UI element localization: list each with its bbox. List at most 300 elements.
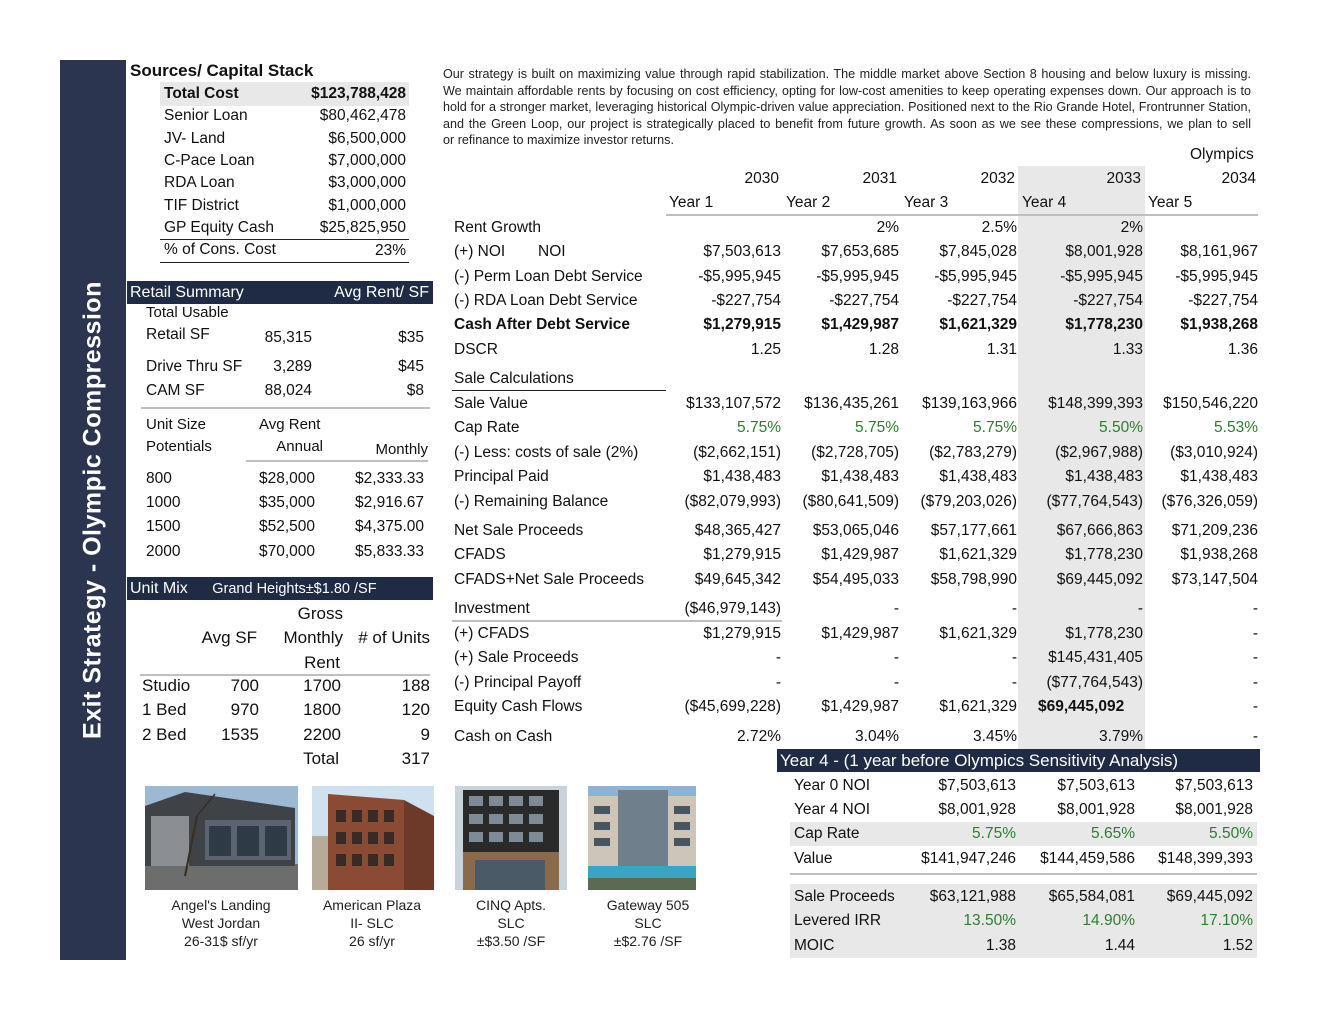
sensitivity-row	[794, 935, 1256, 957]
unit-size-size: 2000	[146, 543, 181, 560]
retail-row	[146, 356, 424, 378]
unit-mix-h-rent: Rent	[304, 653, 340, 672]
sensitivity-label: MOIC	[794, 937, 835, 954]
table-cell: $1,429,987	[821, 625, 899, 642]
table-row-label: Principal Paid	[454, 468, 549, 485]
sources-row-value: $1,000,000	[328, 197, 406, 214]
table-row-label: CFADS+Net Sale Proceeds	[454, 571, 644, 588]
comp-name: Angel's Landing	[171, 897, 271, 913]
sources-title: Sources/ Capital Stack	[130, 61, 314, 80]
unit-mix-units: 120	[401, 700, 430, 719]
investment-divider	[452, 620, 782, 622]
strategy-text-last: or refinance to maximize investor returns.	[443, 133, 674, 148]
table-cell: $1,429,987	[821, 546, 899, 563]
table-cell: $1,438,483	[703, 468, 781, 485]
table-row-label: Cap Rate	[454, 419, 520, 436]
table-row-label-2: NOI	[538, 243, 566, 260]
sensitivity-cell: $63,121,988	[929, 888, 1016, 905]
table-cell: 5.50%	[1099, 419, 1143, 436]
table-cell: $133,107,572	[686, 395, 781, 412]
table-cell: 2.5%	[981, 219, 1017, 236]
table-cell: $71,209,236	[1171, 522, 1258, 539]
table-cell: -	[1011, 674, 1017, 691]
year-label: Year 2	[786, 194, 831, 211]
comp-photo-gateway-505	[588, 786, 696, 890]
sensitivity-cell: $8,001,928	[1057, 801, 1135, 818]
sources-row-value: $7,000,000	[328, 152, 406, 169]
table-cell: 2.72%	[737, 728, 781, 745]
comp-rent: 26 sf/yr	[349, 933, 395, 949]
year-header: 2030	[744, 170, 779, 187]
unit-mix-total-row	[136, 748, 432, 770]
unit-mix-divider	[140, 674, 430, 676]
unit-size-monthly: $2,333.33	[355, 470, 424, 487]
unit-mix-h-units: # of Units	[358, 628, 430, 647]
year-header: 2033	[1106, 170, 1141, 187]
comp-rent: 26-31$ sf/yr	[184, 933, 258, 949]
table-row	[454, 266, 1258, 288]
unit-mix-rent: 1700	[303, 676, 341, 695]
sources-divider	[160, 239, 409, 240]
table-row-label: Sale Value	[454, 395, 528, 412]
unit-size-row	[146, 468, 424, 490]
unit-mix-note: Grand Heights±$1.80 /SF	[212, 581, 377, 597]
sources-row	[164, 172, 406, 194]
unit-size-divider	[246, 460, 428, 462]
table-cell: -	[775, 674, 781, 691]
unit-size-annual: $70,000	[259, 543, 316, 560]
unit-size-size: 1000	[146, 494, 181, 511]
table-row	[454, 442, 1258, 464]
comp-photo-cinq	[455, 786, 567, 890]
table-cell: $1,279,915	[703, 625, 781, 642]
side-title: Exit Strategy - Olympic Compression	[78, 281, 107, 739]
unit-mix-col-headers-2	[136, 627, 432, 649]
retail-header-right: Avg Rent/ SF	[334, 284, 429, 301]
retail-row-rent: $8	[406, 382, 424, 399]
table-cell: ($77,764,543)	[1046, 493, 1143, 510]
comp-caption	[146, 896, 296, 950]
table-cell: -$5,995,945	[1060, 268, 1143, 285]
year-label: Year 5	[1148, 194, 1193, 211]
year-label: Year 3	[904, 194, 949, 211]
sensitivity-cell: $141,947,246	[921, 850, 1016, 867]
table-row	[454, 339, 1258, 361]
table-row	[454, 491, 1258, 513]
olympics-label: Olympics	[1190, 146, 1254, 163]
sources-row-value: $6,500,000	[328, 130, 406, 147]
unit-size-header-1	[146, 414, 428, 436]
strategy-paragraph	[443, 66, 1251, 149]
retail-row-rent: $35	[398, 329, 424, 346]
table-cell: $7,653,685	[821, 243, 899, 260]
retail-row-label: Drive Thru SF	[146, 358, 243, 375]
table-cell: ($46,979,143)	[684, 600, 781, 617]
table-cell: ($82,079,993)	[684, 493, 781, 510]
table-cell: $73,147,504	[1171, 571, 1258, 588]
table-cell: 3.04%	[855, 728, 899, 745]
sources-row	[164, 128, 406, 150]
sources-row-label: GP Equity Cash	[164, 219, 274, 236]
unit-mix-total-label: Total	[303, 749, 339, 768]
table-row	[454, 647, 1258, 669]
unit-size-row	[146, 492, 424, 514]
sources-row-label: C-Pace Loan	[164, 152, 255, 169]
table-row-label: Rent Growth	[454, 219, 542, 236]
table-cell: $8,001,928	[1065, 243, 1143, 260]
table-row	[454, 290, 1258, 312]
unit-mix-units: 188	[401, 676, 430, 695]
table-row	[454, 696, 1258, 718]
sensitivity-cell: $8,001,928	[938, 801, 1016, 818]
unit-mix-rent: 1800	[303, 700, 341, 719]
table-cell: 5.75%	[737, 419, 781, 436]
table-cell: $1,438,483	[1065, 468, 1143, 485]
table-cell: $1,778,230	[1065, 546, 1143, 563]
table-row-label: (-) Less: costs of sale (2%)	[454, 444, 639, 461]
year-header-row	[664, 168, 1256, 190]
table-cell: $1,938,268	[1180, 316, 1258, 333]
sources-row-value: $80,462,478	[319, 107, 406, 124]
sources-row-value: $25,825,950	[319, 219, 406, 236]
unit-mix-sf: 700	[230, 676, 259, 695]
comp-location: West Jordan	[181, 915, 261, 931]
comp-caption	[297, 896, 447, 950]
sources-row	[164, 195, 406, 217]
table-cell: $49,645,342	[694, 571, 781, 588]
table-cell: $48,365,427	[694, 522, 781, 539]
total-cost-value: $123,788,428	[311, 85, 406, 102]
year-label-row	[664, 192, 1256, 214]
unit-size-h1a: Unit Size	[146, 416, 207, 433]
table-row-label: (+) Sale Proceeds	[454, 649, 579, 666]
table-row	[454, 623, 1258, 645]
table-row-label: Cash on Cash	[454, 728, 553, 745]
unit-size-size: 800	[146, 470, 172, 487]
unit-size-h2b: Annual	[276, 438, 323, 455]
year-label: Year 1	[669, 194, 714, 211]
unit-mix-col-headers	[136, 603, 432, 625]
sensitivity-label: Year 0 NOI	[794, 777, 871, 794]
unit-size-header-2	[146, 436, 428, 458]
table-row-label: Cash After Debt Service	[454, 316, 631, 333]
year-label: Year 4	[1022, 194, 1067, 211]
unit-size-row	[146, 516, 424, 538]
sensitivity-label: Value	[794, 850, 833, 867]
table-row	[454, 569, 1258, 591]
table-cell: $1,438,483	[1180, 468, 1258, 485]
unit-size-annual: $35,000	[259, 494, 316, 511]
sources-row	[164, 150, 406, 172]
table-cell: -	[1252, 600, 1258, 617]
table-cell: 1.36	[1227, 341, 1258, 358]
table-row-label: (-) RDA Loan Debt Service	[454, 292, 638, 309]
unit-size-h2a: Potentials	[146, 438, 212, 455]
retail-summary-header	[127, 281, 433, 304]
unit-size-monthly: $5,833.33	[355, 543, 424, 560]
year-header: 2031	[862, 170, 897, 187]
sale-calc-underline	[452, 390, 666, 391]
sources-row-value: 23%	[374, 242, 406, 259]
unit-mix-total-units: 317	[401, 749, 430, 768]
table-cell: $7,845,028	[939, 243, 1017, 260]
sensitivity-cell: 5.50%	[1209, 825, 1253, 842]
table-cell: -$5,995,945	[698, 268, 781, 285]
unit-mix-row	[142, 699, 432, 721]
sensitivity-cell: 1.44	[1104, 937, 1135, 954]
retail-row-sf: 3,289	[273, 358, 312, 375]
table-cell: ($77,764,543)	[1046, 674, 1143, 691]
sources-row-label: TIF District	[164, 197, 239, 214]
retail-row	[146, 380, 424, 402]
unit-mix-rent: 2200	[303, 725, 341, 744]
table-cell: -	[1252, 625, 1258, 642]
sensitivity-label: Cap Rate	[794, 825, 860, 842]
sensitivity-row	[794, 823, 1256, 845]
sources-row	[164, 217, 406, 239]
table-cell: $1,621,329	[939, 316, 1017, 333]
year-header-divider	[666, 214, 1258, 216]
table-cell: $136,435,261	[804, 395, 899, 412]
sensitivity-cell: 17.10%	[1200, 912, 1253, 929]
table-row	[454, 393, 1258, 415]
sensitivity-label: Levered IRR	[794, 912, 882, 929]
table-cell: $1,429,987	[821, 316, 899, 333]
table-cell: 1.25	[750, 341, 781, 358]
unit-mix-sf: 1535	[221, 725, 259, 744]
unit-mix-sf: 970	[230, 700, 259, 719]
unit-size-monthly: $4,375.00	[355, 518, 424, 535]
table-row-label: Equity Cash Flows	[454, 698, 583, 715]
sources-row-label: % of Cons. Cost	[164, 241, 276, 258]
table-cell: ($2,967,988)	[1055, 444, 1143, 461]
comp-location: SLC	[634, 915, 662, 931]
unit-size-h2c: Monthly	[375, 441, 428, 458]
table-cell: 3.45%	[973, 728, 1017, 745]
total-cost-label: Total Cost	[164, 85, 239, 102]
sensitivity-row	[794, 848, 1256, 870]
table-cell: $1,279,915	[703, 316, 781, 333]
table-row	[454, 520, 1258, 542]
unit-size-annual: $28,000	[259, 470, 316, 487]
table-cell: -	[1011, 649, 1017, 666]
sensitivity-cell: 5.65%	[1091, 825, 1135, 842]
retail-row-label: Retail SF	[146, 326, 210, 343]
table-cell: -$227,754	[829, 292, 899, 309]
table-row-label: Net Sale Proceeds	[454, 522, 584, 539]
table-cell: 1.28	[868, 341, 899, 358]
table-cell: -$5,995,945	[816, 268, 899, 285]
table-cell: $1,621,329	[939, 625, 1017, 642]
unit-mix-h-gross: Gross	[297, 604, 343, 623]
table-row	[454, 417, 1258, 439]
table-cell: ($76,326,059)	[1161, 493, 1258, 510]
sensitivity-cell: 14.90%	[1082, 912, 1135, 929]
table-cell: $53,065,046	[812, 522, 899, 539]
table-row-label: (+) NOI	[454, 243, 506, 260]
table-cell: -	[1011, 600, 1017, 617]
table-cell: $148,399,393	[1048, 395, 1143, 412]
table-cell: -$227,754	[1073, 292, 1143, 309]
table-cell: -$227,754	[947, 292, 1017, 309]
comp-location: II- SLC	[350, 915, 394, 931]
table-cell: 5.75%	[855, 419, 899, 436]
table-cell: 5.75%	[973, 419, 1017, 436]
retail-total-usable: Total Usable	[146, 304, 229, 321]
table-cell: $1,621,329	[939, 698, 1017, 715]
sources-row-label: RDA Loan	[164, 174, 235, 191]
sensitivity-header: Year 4 - (1 year before Olympics Sensitivity Analysis)	[777, 749, 1260, 772]
sensitivity-label: Sale Proceeds	[794, 888, 895, 905]
unit-mix-units: 9	[420, 725, 430, 744]
table-cell: 2%	[876, 219, 899, 236]
comp-photo-angels-landing	[145, 786, 298, 890]
sensitivity-cell: $69,445,092	[1166, 888, 1253, 905]
table-cell: $1,438,483	[939, 468, 1017, 485]
unit-mix-type: 2 Bed	[142, 725, 187, 744]
unit-size-row	[146, 541, 424, 563]
sensitivity-row	[794, 799, 1256, 821]
sensitivity-cell: $148,399,393	[1158, 850, 1253, 867]
comp-rent: ±$3.50 /SF	[476, 933, 546, 949]
sensitivity-cell: $65,584,081	[1048, 888, 1135, 905]
table-row-label: CFADS	[454, 546, 506, 563]
sensitivity-cell: $7,503,613	[938, 777, 1016, 794]
table-cell: -	[893, 674, 899, 691]
table-cell: $7,503,613	[703, 243, 781, 260]
total-cost-row	[164, 83, 406, 105]
table-cell: -$5,995,945	[1175, 268, 1258, 285]
table-cell: $1,438,483	[821, 468, 899, 485]
comp-name: American Plaza	[322, 897, 422, 913]
table-cell: $57,177,661	[930, 522, 1017, 539]
comp-name: CINQ Apts.	[475, 897, 547, 913]
table-cell: $150,546,220	[1163, 395, 1258, 412]
table-row	[454, 466, 1258, 488]
table-cell: $54,495,033	[812, 571, 899, 588]
table-cell: $139,163,966	[922, 395, 1017, 412]
table-cell: ($80,641,509)	[802, 493, 899, 510]
table-cell: 1.33	[1112, 341, 1143, 358]
table-cell: -	[1137, 600, 1143, 617]
retail-header-left: Retail Summary	[130, 284, 244, 301]
table-cell: $1,938,268	[1180, 546, 1258, 563]
sensitivity-label: Year 4 NOI	[794, 801, 871, 818]
sensitivity-cell: $7,503,613	[1175, 777, 1253, 794]
unit-size-h1b: Avg Rent	[259, 416, 321, 433]
unit-mix-h-monthly: Monthly	[283, 628, 343, 647]
sensitivity-divider	[790, 873, 1257, 875]
comp-rent: ±$2.76 /SF	[613, 933, 683, 949]
table-cell: -	[893, 600, 899, 617]
table-cell: $67,666,863	[1056, 522, 1143, 539]
sensitivity-row	[794, 886, 1256, 908]
table-cell: ($2,662,151)	[693, 444, 781, 461]
side-title-bar	[60, 60, 126, 960]
sensitivity-cell: $7,503,613	[1057, 777, 1135, 794]
retail-row	[146, 324, 424, 346]
unit-mix-col-headers-3	[136, 652, 432, 674]
table-cell: ($2,728,705)	[811, 444, 899, 461]
sensitivity-cell: 1.38	[985, 937, 1016, 954]
table-row-label: DSCR	[454, 341, 498, 358]
sale-calc-title: Sale Calculations	[454, 370, 574, 387]
sensitivity-cell: 1.52	[1222, 937, 1253, 954]
table-cell: $8,161,967	[1180, 243, 1258, 260]
table-row-label: (-) Principal Payoff	[454, 674, 582, 691]
retail-row-label: CAM SF	[146, 382, 205, 399]
year-header: 2032	[980, 170, 1015, 187]
unit-mix-type: 1 Bed	[142, 700, 187, 719]
table-row	[454, 241, 1258, 263]
comp-photo-american-plaza	[312, 786, 434, 890]
unit-mix-type: Studio	[142, 676, 191, 695]
year-header: 2034	[1221, 170, 1256, 187]
unit-size-size: 1500	[146, 518, 181, 535]
table-cell: ($45,699,228)	[684, 698, 781, 715]
table-cell: ($3,010,924)	[1170, 444, 1258, 461]
table-cell: $1,778,230	[1065, 316, 1143, 333]
table-cell: ($79,203,026)	[920, 493, 1017, 510]
table-row	[454, 598, 1258, 620]
table-cell: -$227,754	[1188, 292, 1258, 309]
table-cell: 2%	[1120, 219, 1143, 236]
table-cell: -	[1252, 728, 1258, 745]
table-cell: ($2,783,279)	[929, 444, 1017, 461]
table-cell: -	[893, 649, 899, 666]
retail-row-sf: 85,315	[264, 329, 312, 346]
unit-mix-row	[142, 675, 432, 697]
sensitivity-cell: $144,459,586	[1040, 850, 1135, 867]
table-cell: 3.79%	[1099, 728, 1143, 745]
strategy-text: Our strategy is built on maximizing value through rapid stabilization. The middle market above Section 8 housing and below luxury is missing. We maintain affordable rents by focusing on cost efficiency, opting for low-cost amenities to keep operating expenses down. Our approach is to hold for a stronger market, leveraging historical Olympic-driven value appreciation. Positioned next to the Rio Grande Hotel, Frontrunner Station, and the Green Loop, our project is strategically placed to benefit from future growth. As soon as we see these compressions, we plan to sell	[443, 67, 1251, 131]
unit-mix-row	[142, 724, 432, 746]
unit-mix-title: Unit Mix	[130, 580, 188, 597]
table-cell: $69,445,092	[1056, 571, 1143, 588]
sensitivity-cell: 5.75%	[972, 825, 1016, 842]
table-cell: -$5,995,945	[934, 268, 1017, 285]
table-cell: -	[1252, 698, 1258, 715]
table-row	[454, 217, 1258, 239]
comp-caption	[573, 896, 723, 950]
table-row-label: (-) Perm Loan Debt Service	[454, 268, 643, 285]
table-cell: $1,429,987	[821, 698, 899, 715]
sensitivity-row	[794, 910, 1256, 932]
table-row	[454, 726, 1258, 748]
table-row-label: (-) Remaining Balance	[454, 493, 609, 510]
unit-mix-h-avgsf: Avg SF	[201, 628, 257, 647]
unit-mix-header	[127, 577, 433, 600]
unit-size-monthly: $2,916.67	[355, 494, 424, 511]
retail-row-sf: 88,024	[264, 382, 312, 399]
table-cell: -	[1252, 649, 1258, 666]
table-cell: $1,621,329	[939, 546, 1017, 563]
sources-row	[164, 105, 406, 127]
sources-row	[164, 239, 406, 261]
sensitivity-cell: 13.50%	[963, 912, 1016, 929]
table-cell: -$227,754	[711, 292, 781, 309]
sensitivity-row	[794, 775, 1256, 797]
table-cell: -	[1252, 674, 1258, 691]
table-row	[454, 314, 1258, 336]
sources-row-label: Senior Loan	[164, 107, 248, 124]
sources-row-label: JV- Land	[164, 130, 226, 147]
table-cell: 1.31	[986, 341, 1017, 358]
table-cell: -	[775, 649, 781, 666]
table-cell: $1,778,230	[1065, 625, 1143, 642]
comp-location: SLC	[497, 915, 525, 931]
table-row-label: Investment	[454, 600, 530, 617]
